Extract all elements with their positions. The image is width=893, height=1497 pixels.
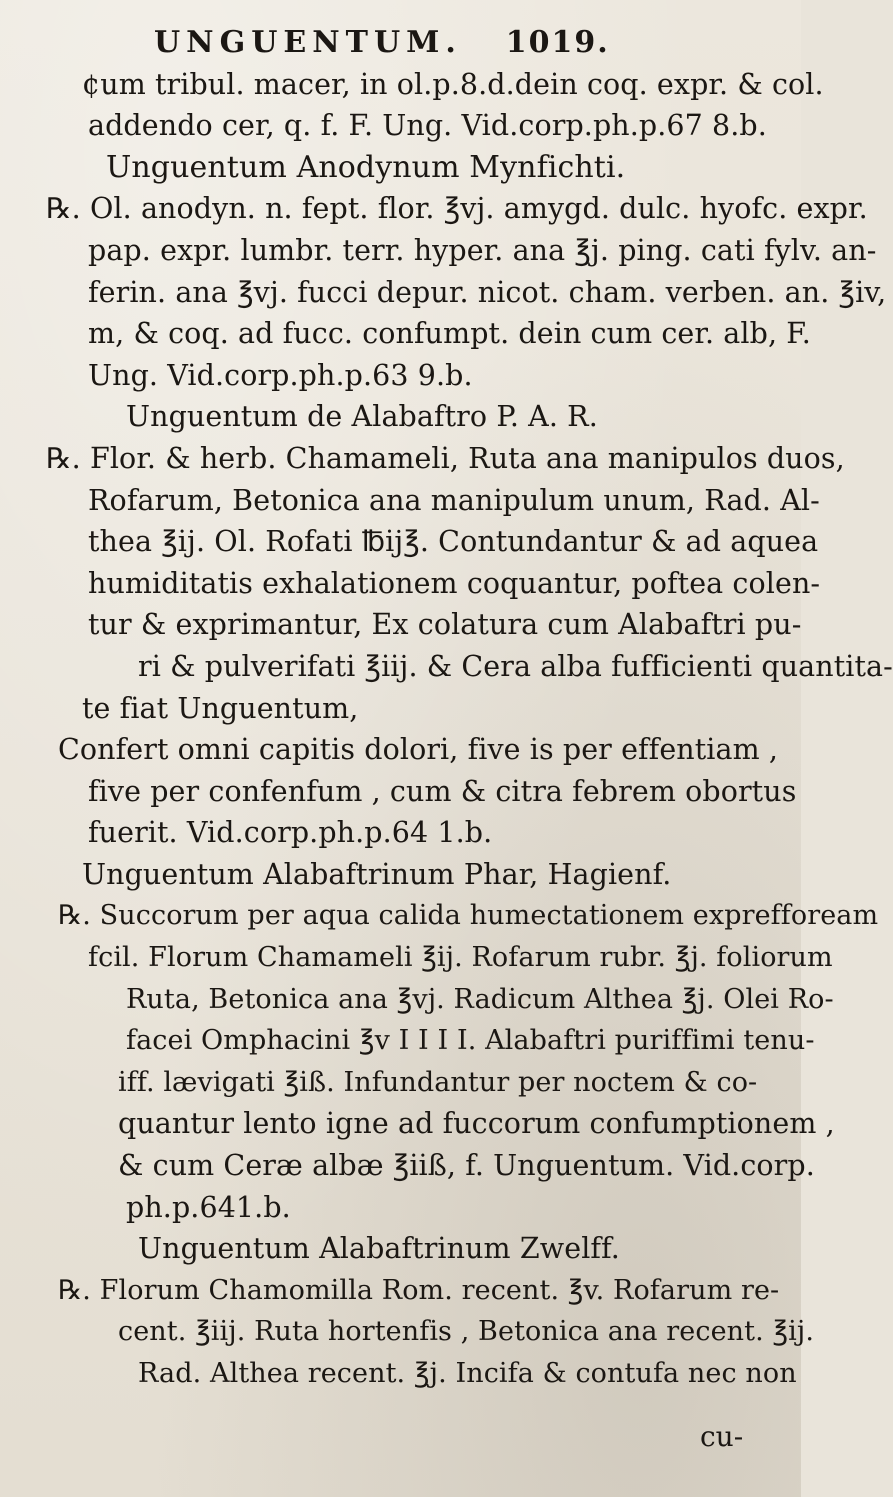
text-line: ℞. Florum Chamomilla Rom. recent. ℥v. Rofarum re- bbox=[58, 1274, 780, 1306]
text-line: Rad. Althea recent. ℥j. Incifa & contufa nec non bbox=[138, 1358, 797, 1389]
text-line: Rofarum, Betonica ana manipulum unum, Rad. Al- bbox=[88, 483, 820, 517]
text-line: five per confenfum , cum & citra febrem obortus bbox=[88, 774, 797, 808]
text-line: ¢um tribul. macer, in ol.p.8.d.dein coq. expr. & col. bbox=[82, 67, 824, 101]
text-line: facei Omphacini ℥v I I I I. Alabaftri puriffimi tenu- bbox=[126, 1025, 815, 1057]
text-line: addendo cer, q. f. F. Ung. Vid.corp.ph.p.67 8.b. bbox=[88, 109, 767, 143]
page-number: 1019. bbox=[505, 25, 610, 60]
text-line: ph.p.641.b. bbox=[126, 1190, 291, 1224]
text-line: ferin. ana ℥vj. fucci depur. nicot. cham. verben. an. ℥iv, bbox=[88, 275, 887, 309]
catchword: cu- bbox=[700, 1420, 744, 1453]
text-line: & cum Ceræ albæ ℥iiß, f. Unguentum. Vid.corp. bbox=[118, 1149, 815, 1183]
text-line: ℞. Ol. anodyn. n. fept. flor. ℥vj. amygd. dulc. hyofc. expr. bbox=[46, 192, 868, 226]
text-line: ℞. Flor. & herb. Chamameli, Ruta ana manipulos duos, bbox=[46, 441, 845, 475]
text-line: iff. lævigati ℥iß. Infundantur per noctem & co- bbox=[118, 1066, 758, 1098]
text-line: ℞. Succorum per aqua calida humectationem expreffoream bbox=[58, 900, 879, 932]
recipe-title: Unguentum de Alabaftro P. A. R. bbox=[126, 400, 598, 434]
page-text bbox=[46, 22, 893, 1395]
text-line: pap. expr. lumbr. terr. hyper. ana ℥j. ping. cati fylv. an- bbox=[88, 233, 877, 267]
text-line: humiditatis exhalationem coquantur, poftea colen- bbox=[88, 566, 821, 600]
text-line: fuerit. Vid.corp.ph.p.64 1.b. bbox=[88, 816, 493, 850]
text-line: te fiat Unguentum, bbox=[82, 691, 359, 725]
text-line: thea ℥ij. Ol. Rofati ℔ij℥. Contundantur & ad aquea bbox=[88, 525, 819, 559]
running-title: UNGUENTUM. bbox=[154, 25, 462, 60]
text-line: Ruta, Betonica ana ℥vj. Radicum Althea ℥j. Olei Ro- bbox=[126, 983, 834, 1015]
recipe-title: Unguentum Anodynum Mynfichti. bbox=[106, 149, 626, 185]
text-line: quantur lento igne ad fuccorum confumptionem , bbox=[118, 1107, 835, 1141]
text-line: m, & coq. ad fucc. confumpt. dein cum cer. alb, F. bbox=[88, 317, 811, 351]
recipe-title: Unguentum Alabaftrinum Phar, Hagienf. bbox=[82, 857, 672, 891]
text-line: ri & pulverifati ℥iij. & Cera alba fufficienti quantita- bbox=[138, 649, 893, 683]
recipe-title: Unguentum Alabaftrinum Zwelff. bbox=[138, 1232, 620, 1266]
text-line: fcil. Florum Chamameli ℥ij. Rofarum rubr. ℥j. foliorum bbox=[88, 942, 833, 974]
text-line: Confert omni capitis dolori, five is per effentiam , bbox=[58, 733, 779, 767]
text-line: Ung. Vid.corp.ph.p.63 9.b. bbox=[88, 358, 473, 392]
text-line: cent. ℥iij. Ruta hortenfis , Betonica ana recent. ℥ij. bbox=[118, 1316, 815, 1348]
running-header bbox=[46, 22, 765, 64]
text-line: tur & exprimantur, Ex colatura cum Alabaftri pu- bbox=[88, 608, 802, 642]
